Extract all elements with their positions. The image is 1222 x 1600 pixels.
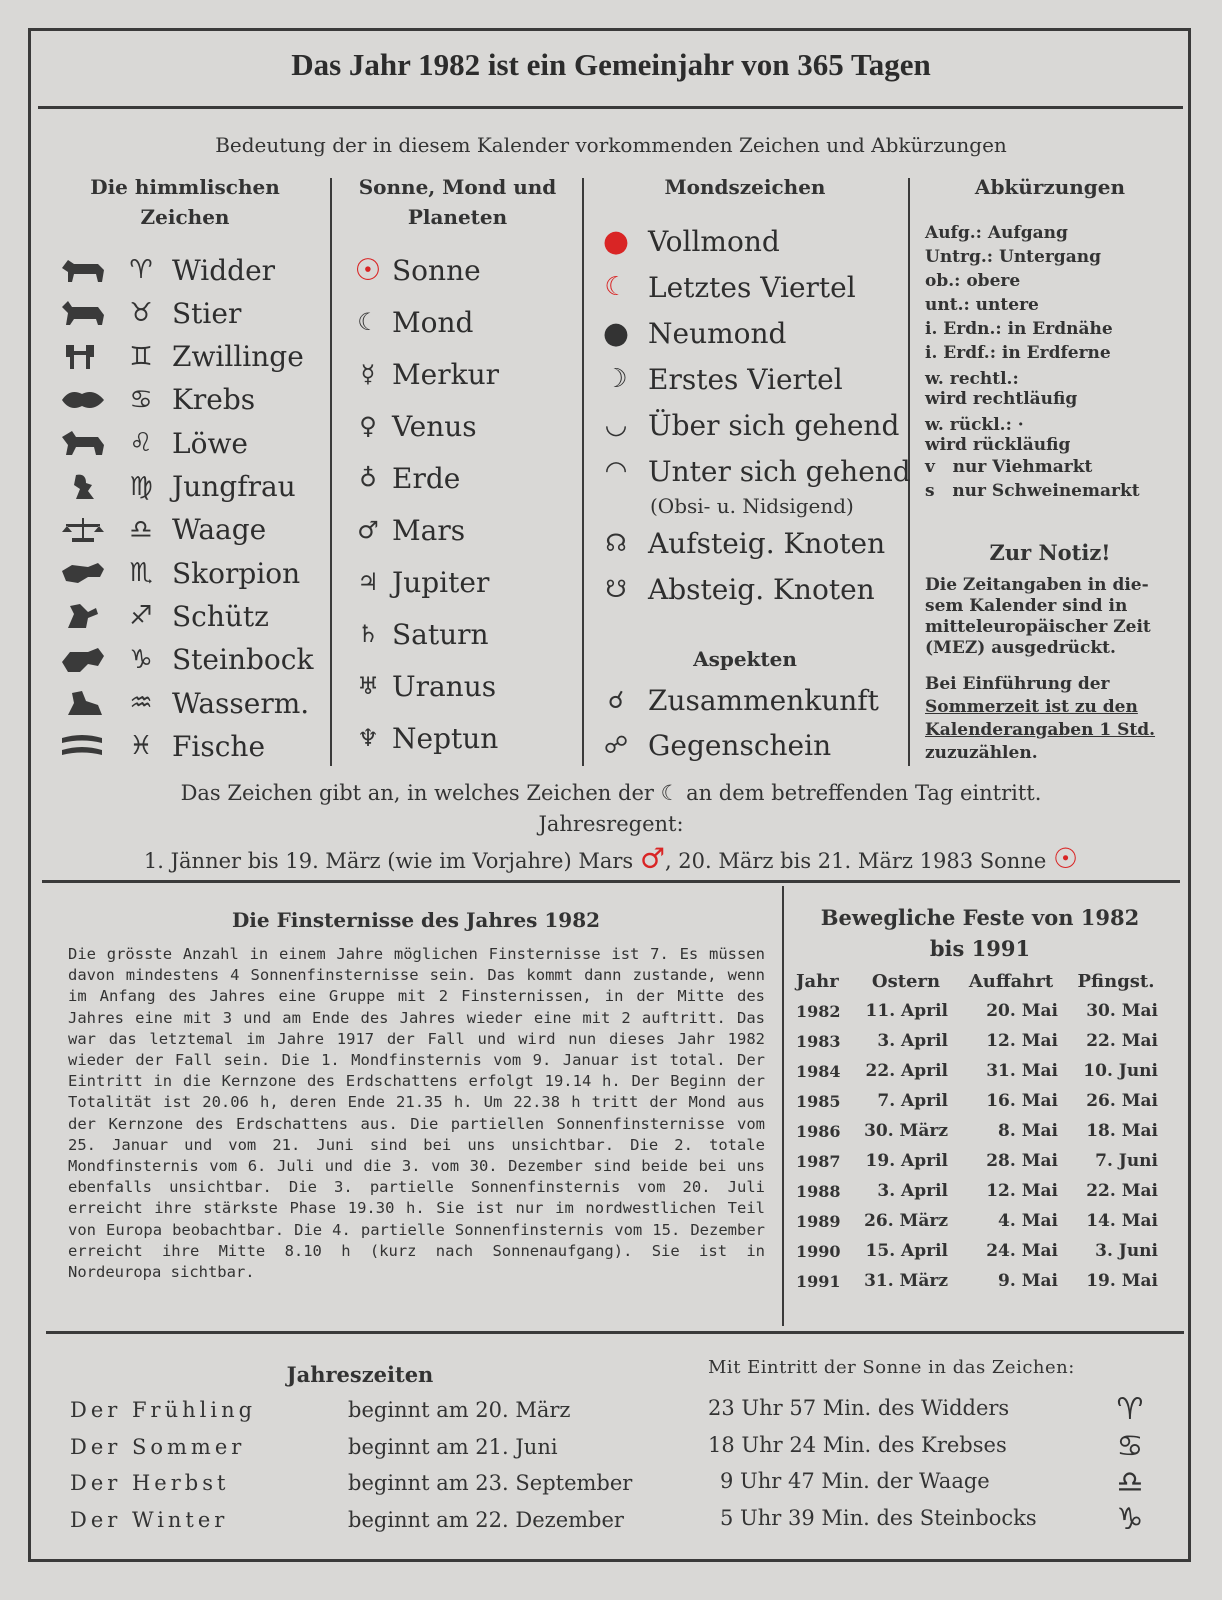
scales-icon — [58, 514, 108, 546]
planet-row — [350, 614, 489, 654]
table-cell: 3. April — [877, 1181, 948, 1201]
season-name: Der Sommer — [70, 1434, 246, 1459]
abbreviation-line: Untrg.: Untergang — [925, 247, 1101, 267]
planet-symbol-icon: ☉ — [354, 252, 382, 288]
planet-name: Sonne — [392, 253, 481, 287]
zodiac-symbol-icon: ♏ — [129, 558, 153, 589]
zodiac-symbol-icon: ♑ — [129, 644, 153, 675]
planets-heading: Sonne, Mond und Planeten — [358, 175, 557, 229]
aspect-row — [600, 725, 831, 765]
zodiac-symbol-icon: ♓ — [129, 731, 153, 762]
sommerzeit-line: Bei Einführung der — [925, 674, 1110, 694]
zodiac-name: Widder — [172, 253, 276, 287]
feasts-heading-line: bis 1991 — [929, 936, 1031, 961]
zodiac-name: Stier — [172, 296, 242, 330]
planet-symbol-icon: ♃ — [357, 568, 379, 596]
planet-name: Mond — [392, 305, 474, 339]
notiz-text — [925, 575, 1151, 659]
aspect-symbol-icon: ☍ — [603, 731, 629, 759]
goat-icon — [58, 644, 108, 676]
table-cell: 8. Mai — [998, 1121, 1058, 1141]
abbreviation-line: w. rechtl.: — [925, 369, 1019, 389]
planet-name: Merkur — [392, 357, 500, 391]
season-time: 9 Uhr 47 Min. der Waage — [720, 1469, 990, 1493]
notiz-line: mitteleuropäischer Zeit — [925, 617, 1151, 637]
table-cell: 4. Mai — [998, 1211, 1058, 1231]
eclipses-text: Die grösste Anzahl in einem Jahre möglichen Finsternisse ist 7. Es müssen davon mindestens 4 Sonnenfinsternisse sein. Das kommt dann zustande, wenn im Anfang des Jahres eine Gruppe mit 2 Finsternissen, in der Mitte des Jahres eine mit 3 und am Ende des Jahres wieder eine mit 2 auftritt. Das war das letztemal im Jahre 1917 der Fall und wird nun dieses Jahr 1982 wieder der Fall sein. Die 1. Mondfinsternis vom 9. Januar ist total. Der Eintritt in die Kernzone des Erdschattens erfolgt 19.14 h. Der Beginn der Totalität ist 20.06 h, deren Ende 21.35 h. Um 22.38 h tritt der Mond aus der Kernzone des Erdschattens aus. Die partiellen Sonnenfinsternisse vom 25. Januar und vom 21. Juni sind bei uns unsichtbar. Die 2. totale Mondfinsternis vom 6. Juli und die 3. vom 30. Dezember sind beide bei uns ebenfalls unsichtbar. Die 3. partielle Sonnenfinsternis vom 20. Juli erreicht ihre stärkste Phase 19.30 h. Sie ist nur im nordwestlichen Teil von Europa beobachtbar. Die 4. partielle Sonnenfinsternis vom 15. Dezember erreicht ihre Mitte 8.10 h (kurz nach Sonnenaufgang). Sie ist in Nordeuropa sichtbar. — [68, 945, 765, 1282]
fish-icon — [58, 730, 108, 762]
feasts-heading-line: Bewegliche Feste von 1982 — [820, 905, 1140, 930]
moon-sign-row — [600, 359, 843, 399]
table-cell: 14. Mai — [1086, 1211, 1158, 1231]
table-cell: 18. Mai — [1086, 1121, 1158, 1141]
table-cell: 19. April — [865, 1151, 948, 1171]
planet-row — [350, 406, 477, 446]
table-cell: 9. Mai — [998, 1271, 1058, 1291]
table-cell: 1986 — [796, 1121, 841, 1141]
virgin-icon — [58, 471, 108, 503]
table-cell: 12. Mai — [986, 1181, 1058, 1201]
table-cell: 26. Mai — [1086, 1091, 1158, 1111]
node-row — [600, 523, 885, 563]
zodiac-row — [58, 423, 248, 463]
planet-name: Neptun — [392, 721, 499, 755]
planet-name: Saturn — [392, 617, 489, 651]
sommerzeit-line: zuzuzählen. — [925, 743, 1038, 763]
moon-signs-heading: Mondszeichen — [664, 175, 826, 199]
zodiac-row — [58, 380, 255, 420]
planet-symbol-icon: ♄ — [357, 620, 379, 648]
zodiac-symbol-icon: ♎ — [1116, 1465, 1144, 1500]
zodiac-name: Fische — [172, 729, 266, 763]
feasts-header-row — [796, 966, 1166, 996]
moon-phase-icon: ◠ — [604, 456, 628, 486]
table-cell: 28. Mai — [986, 1151, 1058, 1171]
zodiac-row — [58, 726, 265, 766]
moon-phase-icon: ☽ — [604, 364, 628, 394]
scorpion-icon — [58, 557, 108, 589]
planet-row — [350, 302, 473, 342]
moon-sign-name: Unter sich gehend — [648, 454, 911, 488]
abbreviation-line: w. rückl.: · — [925, 415, 1024, 435]
abbreviation-line: i. Erdn.: in Erdnähe — [925, 319, 1113, 339]
table-row — [796, 1116, 1166, 1146]
zodiac-row — [58, 250, 275, 290]
table-row — [796, 996, 1166, 1026]
divider — [582, 178, 584, 766]
moon-sign-name: Neumond — [648, 316, 787, 350]
divider — [46, 1331, 1184, 1334]
feasts-table — [796, 966, 1166, 1296]
table-cell: 1987 — [796, 1151, 841, 1171]
node-symbol-icon: ☋ — [605, 575, 627, 603]
planet-symbol-icon: ☿ — [360, 360, 376, 388]
zodiac-symbol-icon: ♈ — [1116, 1392, 1144, 1427]
abbreviation-line: unt.: untere — [925, 295, 1039, 315]
sommerzeit-line: Kalenderangaben 1 Std. — [925, 720, 1156, 740]
table-cell: 1982 — [796, 1001, 841, 1021]
table-cell: 1989 — [796, 1211, 841, 1231]
season-begin: beginnt am 23. September — [348, 1471, 633, 1495]
zodiac-name: Wasserm. — [172, 686, 310, 720]
abbreviations-heading: Abkürzungen — [974, 175, 1126, 199]
notiz-line: sem Kalender sind in — [925, 596, 1128, 616]
table-cell: 16. Mai — [986, 1091, 1058, 1111]
sun-icon: ☉ — [1052, 842, 1079, 875]
season-begin: beginnt am 22. Dezember — [348, 1507, 624, 1532]
season-name: Der Winter — [70, 1507, 229, 1532]
table-cell: 22. Mai — [1086, 1181, 1158, 1201]
abbreviations-list — [925, 221, 1180, 503]
lion-icon — [58, 427, 108, 459]
zodiac-row — [58, 640, 313, 680]
season-name: Der Herbst — [70, 1471, 230, 1495]
regent-text: 1. Jänner bis 19. März (wie im Vorjahre) Mars — [143, 849, 634, 873]
zodiac-symbol-icon: ♎ — [129, 514, 153, 545]
crab-icon — [58, 384, 108, 416]
moon-sign-name: Über sich gehend — [648, 408, 900, 442]
table-cell: 20. Mai — [986, 1001, 1058, 1021]
notiz-line: (MEZ) ausgedrückt. — [925, 638, 1116, 658]
waterbearer-icon — [58, 687, 108, 719]
feasts-heading — [790, 902, 1170, 964]
moon-sign-note: Das Zeichen gibt an, in welches Zeichen der ☾ an dem betreffenden Tag eintritt. — [180, 781, 1042, 805]
twins-icon — [58, 341, 108, 373]
feasts-column-header: Ostern — [871, 970, 941, 992]
zodiac-name: Löwe — [172, 426, 248, 460]
zodiac-symbol-icon: ♐ — [129, 601, 153, 632]
planet-symbol-icon: ♅ — [357, 672, 379, 700]
season-begin: beginnt am 21. Juni — [348, 1434, 558, 1459]
planet-row — [350, 562, 489, 602]
regent-heading: Jahresregent: — [538, 812, 684, 836]
planet-symbol-icon: ♀ — [359, 412, 377, 440]
planet-name: Venus — [392, 409, 477, 443]
notiz-line: Die Zeitangaben in die- — [925, 575, 1149, 595]
node-symbol-icon: ☊ — [605, 529, 627, 557]
feasts-column-header: Pfingst. — [1077, 970, 1155, 992]
table-row — [796, 1266, 1166, 1296]
table-cell: 24. Mai — [986, 1241, 1058, 1261]
archer-icon — [58, 600, 108, 632]
table-row — [796, 1146, 1166, 1176]
aspects-heading: Aspekten — [693, 647, 797, 671]
table-row — [796, 1176, 1166, 1206]
moon-sign-row — [600, 451, 911, 491]
moon-phase-icon: ● — [602, 223, 630, 259]
planet-row — [350, 458, 460, 498]
planet-row — [350, 666, 496, 706]
season-begin: beginnt am 20. März — [348, 1398, 571, 1422]
mars-icon: ♂ — [639, 842, 665, 875]
zodiac-name: Krebs — [172, 383, 256, 417]
aspect-symbol-icon: ☌ — [607, 686, 625, 714]
regent-text: , 20. März bis 21. März 1983 Sonne — [664, 849, 1047, 873]
aspect-name: Zusammenkunft — [648, 683, 879, 717]
crab-icon — [58, 384, 108, 416]
moon-sign-name: Vollmond — [648, 224, 780, 258]
bull-icon — [58, 297, 108, 329]
table-cell: 30. März — [864, 1121, 948, 1141]
zodiac-symbol-icon: ♋ — [129, 384, 153, 415]
node-row — [600, 569, 875, 609]
node-name: Absteig. Knoten — [648, 572, 875, 606]
table-cell: 1988 — [796, 1181, 841, 1201]
table-cell: 1983 — [796, 1031, 841, 1051]
waterbearer-icon — [58, 687, 108, 719]
abbreviation-line: i. Erdf.: in Erdferne — [925, 343, 1111, 363]
zodiac-name: Zwillinge — [172, 340, 304, 374]
zodiac-name: Skorpion — [172, 556, 301, 590]
table-cell: 1985 — [796, 1091, 841, 1111]
table-cell: 10. Juni — [1083, 1061, 1158, 1081]
moon-sign-name: Erstes Viertel — [648, 362, 843, 396]
zodiac-symbol-icon: ♒ — [129, 688, 153, 718]
feasts-table-body — [796, 996, 1166, 1296]
planet-name: Uranus — [392, 669, 497, 703]
table-cell: 1990 — [796, 1241, 841, 1261]
planet-symbol-icon: ♂ — [357, 516, 379, 544]
table-cell: 11. April — [865, 1001, 948, 1021]
abbreviation-line: s nur Schweinemarkt — [925, 481, 1140, 501]
divider — [42, 880, 1180, 883]
table-row — [796, 1056, 1166, 1086]
abbreviation-line: v nur Viehmarkt — [925, 457, 1093, 477]
season-name: Der Frühling — [70, 1398, 257, 1422]
abbreviation-line: ob.: obere — [925, 271, 1021, 291]
table-cell: 7. Juni — [1095, 1151, 1158, 1171]
table-cell: 1984 — [796, 1061, 841, 1081]
archer-icon — [58, 600, 108, 632]
seasons-heading: Jahreszeiten — [286, 1362, 434, 1387]
zodiac-symbol-icon: ♑ — [1116, 1501, 1144, 1537]
zodiac-name: Jungfrau — [172, 470, 296, 503]
planet-row — [350, 354, 499, 394]
obsi-note: (Obsi- u. Nidsigend) — [650, 494, 854, 518]
planet-name: Mars — [392, 513, 466, 547]
zodiac-symbol-icon: ♍ — [129, 471, 153, 502]
divider — [38, 106, 1183, 109]
zodiac-row — [58, 337, 304, 377]
abbreviation-line: Aufg.: Aufgang — [925, 223, 1068, 243]
table-cell: 30. Mai — [1086, 1001, 1158, 1021]
season-time: 5 Uhr 39 Min. des Steinbocks — [720, 1505, 1037, 1530]
ram-icon — [58, 254, 108, 286]
zodiac-row — [58, 553, 300, 593]
moon-sign-row — [600, 267, 856, 307]
table-row — [796, 1086, 1166, 1116]
planet-row — [350, 510, 465, 550]
eclipses-heading: Die Finsternisse des Jahres 1982 — [231, 908, 601, 932]
goat-icon — [58, 644, 108, 676]
planet-symbol-icon: ♁ — [359, 464, 377, 492]
table-cell: 7. April — [877, 1091, 948, 1111]
node-name: Aufsteig. Knoten — [648, 526, 886, 560]
moon-sign-row — [600, 221, 780, 261]
zodiac-name: Schütz — [172, 599, 269, 633]
planet-symbol-icon: ♆ — [357, 724, 379, 752]
bull-icon — [58, 297, 108, 329]
feasts-column-header: Jahr — [796, 970, 839, 992]
twins-icon — [58, 341, 108, 373]
table-cell: 31. Mai — [986, 1061, 1058, 1081]
zodiac-row — [58, 510, 266, 550]
moon-phase-icon: ● — [602, 315, 630, 351]
sommerzeit-line: Sommerzeit ist zu den — [925, 697, 1138, 717]
season-time: 23 Uhr 57 Min. des Widders — [708, 1396, 1010, 1420]
table-cell: 22. April — [865, 1061, 948, 1081]
zodiac-name: Steinbock — [172, 643, 314, 677]
table-cell: 3. April — [877, 1031, 948, 1051]
zodiac-symbol-icon: ♌ — [129, 428, 153, 459]
table-cell: 12. Mai — [986, 1031, 1058, 1051]
sun-entry-heading: Mit Eintritt der Sonne in das Zeichen: — [708, 1357, 1075, 1378]
zodiac-row — [58, 467, 296, 507]
legend-subtitle: Bedeutung der in diesem Kalender vorkommenden Zeichen und Abkürzungen — [215, 133, 1007, 157]
moon-sign-name: Letztes Viertel — [648, 270, 856, 304]
planet-name: Erde — [392, 461, 461, 495]
zodiac-name: Waage — [172, 513, 267, 547]
table-row — [796, 1206, 1166, 1236]
moon-sign-row — [600, 405, 899, 445]
planet-symbol-icon: ☾ — [357, 308, 379, 336]
table-row — [796, 1026, 1166, 1056]
abbreviation-line: wird rückläufig — [925, 435, 1071, 455]
table-cell: 3. Juni — [1095, 1241, 1158, 1261]
zodiac-symbol-icon: ♊ — [129, 341, 153, 372]
scorpion-icon — [58, 557, 108, 589]
sommerzeit-note — [925, 673, 1155, 765]
table-cell: 15. April — [865, 1241, 948, 1261]
table-cell: 19. Mai — [1086, 1271, 1158, 1291]
ram-icon — [58, 254, 108, 286]
table-row — [796, 1236, 1166, 1266]
moon-phase-icon: ◡ — [604, 410, 628, 440]
zodiac-symbol-icon: ♋ — [1116, 1428, 1144, 1464]
season-time: 18 Uhr 24 Min. des Krebses — [708, 1432, 1007, 1457]
planet-row — [350, 718, 498, 758]
table-cell: 1991 — [796, 1271, 841, 1291]
page-title: Das Jahr 1982 ist ein Gemeinjahr von 365 Tagen — [291, 47, 931, 82]
planet-row — [350, 250, 481, 290]
planet-name: Jupiter — [392, 565, 490, 599]
zodiac-heading: Die himmlischen Zeichen — [90, 175, 280, 229]
zodiac-row — [58, 596, 269, 636]
lion-icon — [58, 427, 108, 459]
divider — [330, 178, 332, 766]
fish-icon — [58, 730, 108, 762]
regent-line — [0, 842, 1222, 875]
table-cell: 22. Mai — [1086, 1031, 1158, 1051]
scales-icon — [58, 514, 108, 546]
moon-phase-icon: ☾ — [604, 272, 628, 302]
virgin-icon — [58, 471, 108, 503]
aspect-row — [600, 680, 879, 720]
table-cell: 26. März — [864, 1211, 948, 1231]
moon-sign-row — [600, 313, 786, 353]
notiz-heading: Zur Notiz! — [989, 540, 1111, 565]
zodiac-symbol-icon: ♈ — [129, 255, 153, 285]
abbreviation-line: wird rechtläufig — [925, 389, 1078, 409]
feasts-column-header: Auffahrt — [968, 970, 1054, 992]
zodiac-row — [58, 683, 309, 723]
zodiac-row — [58, 293, 241, 333]
table-cell: 31. März — [864, 1271, 948, 1291]
zodiac-symbol-icon: ♉ — [129, 298, 153, 329]
divider — [782, 886, 784, 1326]
aspect-name: Gegenschein — [648, 728, 832, 762]
